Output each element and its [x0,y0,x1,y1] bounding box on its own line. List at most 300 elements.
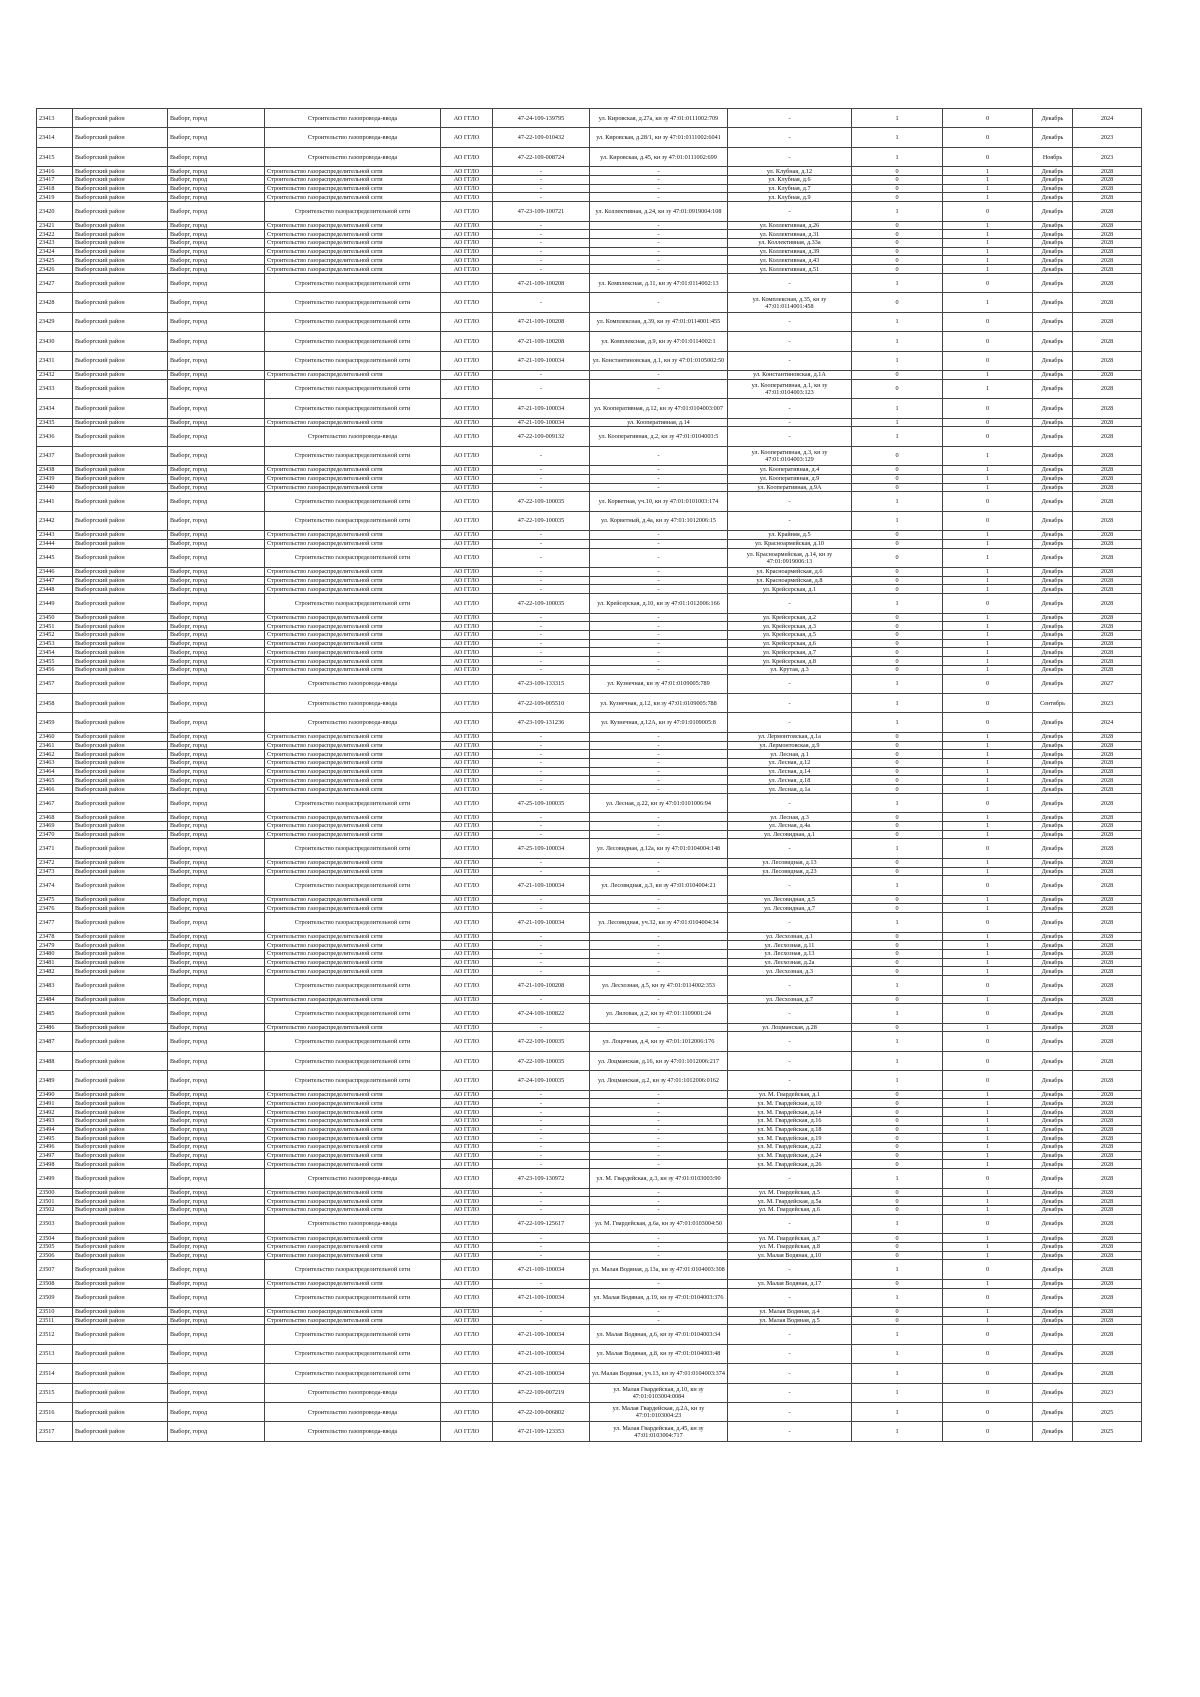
work-type-cell: Строительство газопровода-ввода [265,1422,441,1441]
row-number-cell: 23423 [37,239,73,248]
table-row [37,713,1142,732]
work-type-cell: Строительство газопровода-ввода [265,1383,441,1402]
address-network-cell: ул. Лесная, д.3 [728,813,852,822]
row-number-cell: 23463 [37,759,73,768]
district-cell: Выборгский район [73,1383,168,1402]
organization-cell: АО ГГЛО [441,1197,493,1206]
organization-cell: АО ГГЛО [441,1188,493,1197]
address-cadastral-cell: - [590,1242,728,1251]
flag-input-cell: 0 [852,950,943,959]
town-cell: Выборг, город [168,567,265,576]
year-cell: 2028 [1073,1344,1142,1363]
table-row [37,466,1142,475]
address-cadastral-cell: - [590,1160,728,1169]
district-cell: Выборгский район [73,950,168,959]
district-cell: Выборгский район [73,639,168,648]
address-network-cell: ул. Крайняя, д.5 [728,531,852,540]
address-cadastral-cell: - [590,1143,728,1152]
month-cell: Декабрь [1033,109,1073,128]
flag-input-cell: 0 [852,750,943,759]
work-type-cell: Строительство газораспределительной сети [265,576,441,585]
flag-network-cell: 0 [943,1364,1033,1383]
work-type-cell: Строительство газораспределительной сети [265,858,441,867]
address-cadastral-cell: - [590,759,728,768]
work-type-cell: Строительство газораспределительной сети [265,913,441,932]
address-cadastral-cell: - [590,767,728,776]
organization-cell: АО ГГЛО [441,657,493,666]
address-network-cell: - [728,913,852,932]
month-cell: Декабрь [1033,539,1073,548]
district-cell: Выборгский район [73,1032,168,1051]
flag-input-cell: 0 [852,904,943,913]
month-cell: Декабрь [1033,1279,1073,1288]
year-cell: 2028 [1073,1242,1142,1251]
table-row [37,1004,1142,1023]
row-number-cell: 23483 [37,976,73,995]
flag-input-cell: 0 [852,1116,943,1125]
month-cell: Декабрь [1033,202,1073,221]
table-row [37,492,1142,511]
row-number-cell: 23517 [37,1422,73,1441]
row-number-cell: 23505 [37,1242,73,1251]
month-cell: Декабрь [1033,1151,1073,1160]
contract-number-cell: 47-21-109-100034 [493,399,590,418]
month-cell: Декабрь [1033,474,1073,483]
year-cell: 2028 [1073,399,1142,418]
town-cell: Выборг, город [168,1004,265,1023]
year-cell: 2028 [1073,622,1142,631]
table-row [37,1051,1142,1070]
address-cadastral-cell: - [590,732,728,741]
district-cell: Выборгский район [73,399,168,418]
row-number-cell: 23425 [37,256,73,265]
flag-network-cell: 0 [943,839,1033,858]
contract-number-cell: - [493,466,590,475]
work-type-cell: Строительство газораспределительной сети [265,657,441,666]
flag-network-cell: 1 [943,1251,1033,1260]
table-row [37,548,1142,567]
organization-cell: АО ГГЛО [441,221,493,230]
contract-number-cell: 47-21-109-123353 [493,1422,590,1441]
year-cell: 2028 [1073,1316,1142,1325]
work-type-cell: Строительство газораспределительной сети [265,492,441,511]
town-cell: Выборг, город [168,976,265,995]
work-type-cell: Строительство газораспределительной сети [265,1197,441,1206]
district-cell: Выборгский район [73,822,168,831]
flag-input-cell: 1 [852,1364,943,1383]
work-type-cell: Строительство газораспределительной сети [265,932,441,941]
work-type-cell: Строительство газораспределительной сети [265,1234,441,1243]
work-type-cell: Строительство газораспределительной сети [265,1071,441,1090]
year-cell: 2028 [1073,839,1142,858]
address-cadastral-cell: ул. Лоцманская, д.2, кн зу 47:01:1012006:0162 [590,1071,728,1090]
work-type-cell: Строительство газораспределительной сети [265,293,441,312]
address-cadastral-cell: - [590,895,728,904]
town-cell: Выборг, город [168,175,265,184]
district-cell: Выборгский район [73,932,168,941]
town-cell: Выборг, город [168,776,265,785]
year-cell: 2025 [1073,1403,1142,1422]
organization-cell: АО ГГЛО [441,732,493,741]
work-type-cell: Строительство газораспределительной сети [265,567,441,576]
year-cell: 2028 [1073,175,1142,184]
contract-number-cell: 47-21-109-100208 [493,273,590,292]
month-cell: Декабрь [1033,657,1073,666]
month-cell: Декабрь [1033,665,1073,674]
flag-network-cell: 1 [943,175,1033,184]
address-cadastral-cell: ул. Кировская, д.45, кн зу 47:01:0111002:699 [590,147,728,166]
flag-network-cell: 0 [943,594,1033,613]
flag-input-cell: 1 [852,793,943,812]
contract-number-cell: - [493,776,590,785]
table-row [37,539,1142,548]
town-cell: Выборг, город [168,822,265,831]
month-cell: Декабрь [1033,483,1073,492]
town-cell: Выборг, город [168,1071,265,1090]
table-row [37,941,1142,950]
work-type-cell: Строительство газораспределительной сети [265,594,441,613]
town-cell: Выборг, город [168,1169,265,1188]
address-network-cell: ул. Крутая, д.3 [728,665,852,674]
row-number-cell: 23436 [37,427,73,446]
table-row [37,1169,1142,1188]
row-number-cell: 23498 [37,1160,73,1169]
flag-input-cell: 0 [852,474,943,483]
work-type-cell: Строительство газораспределительной сети [265,539,441,548]
row-number-cell: 23435 [37,418,73,427]
district-cell: Выборгский район [73,895,168,904]
address-network-cell: ул. Малая Водяная, д.5 [728,1316,852,1325]
flag-network-cell: 1 [943,193,1033,202]
table-row [37,474,1142,483]
work-type-cell: Строительство газораспределительной сети [265,312,441,331]
district-cell: Выборгский район [73,913,168,932]
work-type-cell: Строительство газораспределительной сети [265,793,441,812]
year-cell: 2028 [1073,767,1142,776]
organization-cell: АО ГГЛО [441,175,493,184]
address-cadastral-cell: ул. Лоцманская, д.16, кн зу 47:01:1012006:217 [590,1051,728,1070]
town-cell: Выборг, город [168,1134,265,1143]
table-row [37,932,1142,941]
table-row [37,1134,1142,1143]
district-cell: Выборгский район [73,941,168,950]
contract-number-cell: - [493,995,590,1004]
table-row [37,830,1142,839]
year-cell: 2028 [1073,1197,1142,1206]
town-cell: Выборг, город [168,230,265,239]
address-network-cell: - [728,713,852,732]
address-network-cell: ул. М. Гвардейская, д.18 [728,1125,852,1134]
row-number-cell: 23456 [37,665,73,674]
work-type-cell: Строительство газораспределительной сети [265,622,441,631]
row-number-cell: 23447 [37,576,73,585]
row-number-cell: 23418 [37,184,73,193]
month-cell: Декабрь [1033,876,1073,895]
organization-cell: АО ГГЛО [441,1344,493,1363]
table-row [37,648,1142,657]
work-type-cell: Строительство газораспределительной сети [265,351,441,370]
table-row [37,1325,1142,1344]
organization-cell: АО ГГЛО [441,1134,493,1143]
flag-input-cell: 0 [852,867,943,876]
town-cell: Выборг, город [168,813,265,822]
year-cell: 2028 [1073,657,1142,666]
month-cell: Декабрь [1033,913,1073,932]
year-cell: 2028 [1073,958,1142,967]
work-type-cell: Строительство газораспределительной сети [265,379,441,398]
flag-input-cell: 0 [852,167,943,176]
town-cell: Выборг, город [168,1242,265,1251]
contract-number-cell: 47-25-109-100034 [493,839,590,858]
year-cell: 2028 [1073,867,1142,876]
address-cadastral-cell: ул. Кузнечная, кн зу 47:01:0109005:789 [590,674,728,693]
table-row [37,1364,1142,1383]
town-cell: Выборг, город [168,750,265,759]
district-cell: Выборгский район [73,1234,168,1243]
table-row [37,1260,1142,1279]
address-network-cell: ул. Клубная, д.6 [728,175,852,184]
year-cell: 2028 [1073,256,1142,265]
district-cell: Выборгский район [73,958,168,967]
table-row [37,822,1142,831]
address-cadastral-cell: ул. Кузнечная, д.12А, кн зу 47:01:0109005:8 [590,713,728,732]
address-cadastral-cell: ул. Кооперативная, д.14 [590,418,728,427]
organization-cell: АО ГГЛО [441,351,493,370]
work-type-cell: Строительство газораспределительной сети [265,1242,441,1251]
work-type-cell: Строительство газораспределительной сети [265,1125,441,1134]
flag-input-cell: 0 [852,630,943,639]
year-cell: 2028 [1073,1134,1142,1143]
address-cadastral-cell: - [590,548,728,567]
flag-network-cell: 0 [943,1403,1033,1422]
contract-number-cell: 47-21-109-100208 [493,332,590,351]
month-cell: Декабрь [1033,273,1073,292]
address-network-cell: ул. М. Гвардейская, д.14 [728,1108,852,1117]
flag-network-cell: 1 [943,630,1033,639]
flag-input-cell: 1 [852,418,943,427]
contract-number-cell: 47-21-109-100034 [493,351,590,370]
table-row [37,1403,1142,1422]
organization-cell: АО ГГЛО [441,202,493,221]
flag-input-cell: 0 [852,1125,943,1134]
document-page [36,108,1141,1442]
organization-cell: АО ГГЛО [441,109,493,128]
organization-cell: АО ГГЛО [441,399,493,418]
contract-number-cell: - [493,1143,590,1152]
organization-cell: АО ГГЛО [441,1260,493,1279]
year-cell: 2028 [1073,427,1142,446]
town-cell: Выборг, город [168,867,265,876]
organization-cell: АО ГГЛО [441,1307,493,1316]
flag-network-cell: 1 [943,732,1033,741]
month-cell: Декабрь [1033,585,1073,594]
flag-input-cell: 0 [852,1160,943,1169]
flag-network-cell: 0 [943,1169,1033,1188]
work-type-cell: Строительство газопровода-ввода [265,694,441,713]
table-row [37,657,1142,666]
organization-cell: АО ГГЛО [441,904,493,913]
address-network-cell: ул. М. Гвардейская, д.16 [728,1116,852,1125]
contract-number-cell: 47-22-109-100035 [493,594,590,613]
year-cell: 2028 [1073,511,1142,530]
year-cell: 2023 [1073,128,1142,147]
work-type-cell: Строительство газораспределительной сети [265,1116,441,1125]
row-number-cell: 23504 [37,1234,73,1243]
organization-cell: АО ГГЛО [441,293,493,312]
month-cell: Декабрь [1033,221,1073,230]
flag-input-cell: 0 [852,1242,943,1251]
flag-network-cell: 1 [943,539,1033,548]
organization-cell: АО ГГЛО [441,1316,493,1325]
flag-network-cell: 1 [943,221,1033,230]
organization-cell: АО ГГЛО [441,1143,493,1152]
district-cell: Выборгский район [73,567,168,576]
contract-number-cell: - [493,1090,590,1099]
flag-network-cell: 1 [943,932,1033,941]
flag-input-cell: 0 [852,1151,943,1160]
row-number-cell: 23464 [37,767,73,776]
contract-number-cell: 47-22-109-100035 [493,492,590,511]
town-cell: Выборг, город [168,1316,265,1325]
town-cell: Выборг, город [168,193,265,202]
table-row [37,1116,1142,1125]
contract-number-cell: - [493,230,590,239]
address-cadastral-cell: ул. Лесовидная, д.3, кн зу 47:01:0104004:21 [590,876,728,895]
town-cell: Выборг, город [168,1364,265,1383]
contract-number-cell: - [493,193,590,202]
row-number-cell: 23451 [37,622,73,631]
row-number-cell: 23452 [37,630,73,639]
table-row [37,312,1142,331]
year-cell: 2028 [1073,567,1142,576]
flag-network-cell: 0 [943,1214,1033,1233]
row-number-cell: 23473 [37,867,73,876]
organization-cell: АО ГГЛО [441,876,493,895]
address-cadastral-cell: ул. М. Гвардейская, д.3, кн зу 47:01:0103003:90 [590,1169,728,1188]
organization-cell: АО ГГЛО [441,1383,493,1402]
work-type-cell: Строительство газопровода-ввода [265,128,441,147]
address-cadastral-cell: - [590,858,728,867]
address-network-cell: ул. Лесовидная, д.5 [728,895,852,904]
town-cell: Выборг, город [168,1403,265,1422]
address-cadastral-cell: ул. Кузнечная, д.12, кн зу 47:01:0109005:788 [590,694,728,713]
year-cell: 2028 [1073,776,1142,785]
flag-network-cell: 1 [943,904,1033,913]
month-cell: Декабрь [1033,567,1073,576]
address-network-cell: ул. Лесхозная, д.7 [728,995,852,1004]
flag-network-cell: 1 [943,167,1033,176]
organization-cell: АО ГГЛО [441,958,493,967]
address-network-cell: - [728,1344,852,1363]
flag-input-cell: 0 [852,822,943,831]
address-cadastral-cell: ул. Малая Водяная, д.8, кн зу 47:01:0104003:48 [590,1344,728,1363]
district-cell: Выборгский район [73,674,168,693]
town-cell: Выборг, город [168,1143,265,1152]
address-network-cell: ул. М. Гвардейская, д.22 [728,1143,852,1152]
flag-network-cell: 1 [943,1316,1033,1325]
flag-network-cell: 0 [943,128,1033,147]
row-number-cell: 23510 [37,1307,73,1316]
town-cell: Выборг, город [168,895,265,904]
flag-network-cell: 1 [943,548,1033,567]
contract-number-cell: - [493,822,590,831]
work-type-cell: Строительство газораспределительной сети [265,1206,441,1215]
work-type-cell: Строительство газораспределительной сети [265,1108,441,1117]
work-type-cell: Строительство газораспределительной сети [265,239,441,248]
row-number-cell: 23496 [37,1143,73,1152]
contract-number-cell: - [493,539,590,548]
work-type-cell: Строительство газораспределительной сети [265,995,441,1004]
row-number-cell: 23512 [37,1325,73,1344]
month-cell: Декабрь [1033,466,1073,475]
flag-input-cell: 0 [852,548,943,567]
row-number-cell: 23485 [37,1004,73,1023]
flag-input-cell: 1 [852,674,943,693]
address-network-cell: ул. Клубная, д.12 [728,167,852,176]
month-cell: Декабрь [1033,332,1073,351]
month-cell: Декабрь [1033,427,1073,446]
month-cell: Декабрь [1033,1116,1073,1125]
organization-cell: АО ГГЛО [441,239,493,248]
address-cadastral-cell: ул. Лесовидная, д.12а, кн зу 47:01:0104004:148 [590,839,728,858]
flag-network-cell: 0 [943,492,1033,511]
month-cell: Декабрь [1033,830,1073,839]
month-cell: Декабрь [1033,1134,1073,1143]
address-cadastral-cell: - [590,648,728,657]
table-row [37,1032,1142,1051]
address-network-cell: - [728,1403,852,1422]
contract-number-cell: - [493,548,590,567]
year-cell: 2028 [1073,379,1142,398]
month-cell: Декабрь [1033,613,1073,622]
address-cadastral-cell: ул. Кооперативная, д.12, кн зу 47:01:0104003:007 [590,399,728,418]
district-cell: Выборгский район [73,750,168,759]
flag-input-cell: 0 [852,230,943,239]
table-row [37,230,1142,239]
flag-input-cell: 0 [852,858,943,867]
work-type-cell: Строительство газораспределительной сети [265,665,441,674]
town-cell: Выборг, город [168,531,265,540]
contract-number-cell: - [493,1134,590,1143]
district-cell: Выборгский район [73,147,168,166]
row-number-cell: 23431 [37,351,73,370]
address-cadastral-cell: ул. Крейсерская, д.10, кн зу 47:01:1012006:166 [590,594,728,613]
address-cadastral-cell: ул. Малая Гвардейская, д.45, кн зу 47:01:0103004:717 [590,1422,728,1441]
table-row [37,976,1142,995]
flag-network-cell: 1 [943,648,1033,657]
flag-input-cell: 1 [852,273,943,292]
town-cell: Выборг, город [168,332,265,351]
work-type-cell: Строительство газораспределительной сети [265,418,441,427]
address-network-cell: ул. Кооперативная, д.9А [728,483,852,492]
flag-input-cell: 1 [852,128,943,147]
contract-number-cell: 47-22-109-009132 [493,427,590,446]
address-network-cell: - [728,1383,852,1402]
flag-network-cell: 1 [943,1116,1033,1125]
address-cadastral-cell: ул. Комплексная, д.11, кн зу 47:01:0114002:13 [590,273,728,292]
district-cell: Выборгский район [73,483,168,492]
table-row [37,1099,1142,1108]
town-cell: Выборг, город [168,1090,265,1099]
address-network-cell: ул. М. Гвардейская, д.19 [728,1134,852,1143]
town-cell: Выборг, город [168,694,265,713]
flag-network-cell: 0 [943,976,1033,995]
row-number-cell: 23461 [37,741,73,750]
address-network-cell: ул. Малая Водяная, д.4 [728,1307,852,1316]
year-cell: 2028 [1073,1325,1142,1344]
table-row [37,184,1142,193]
flag-input-cell: 0 [852,483,943,492]
